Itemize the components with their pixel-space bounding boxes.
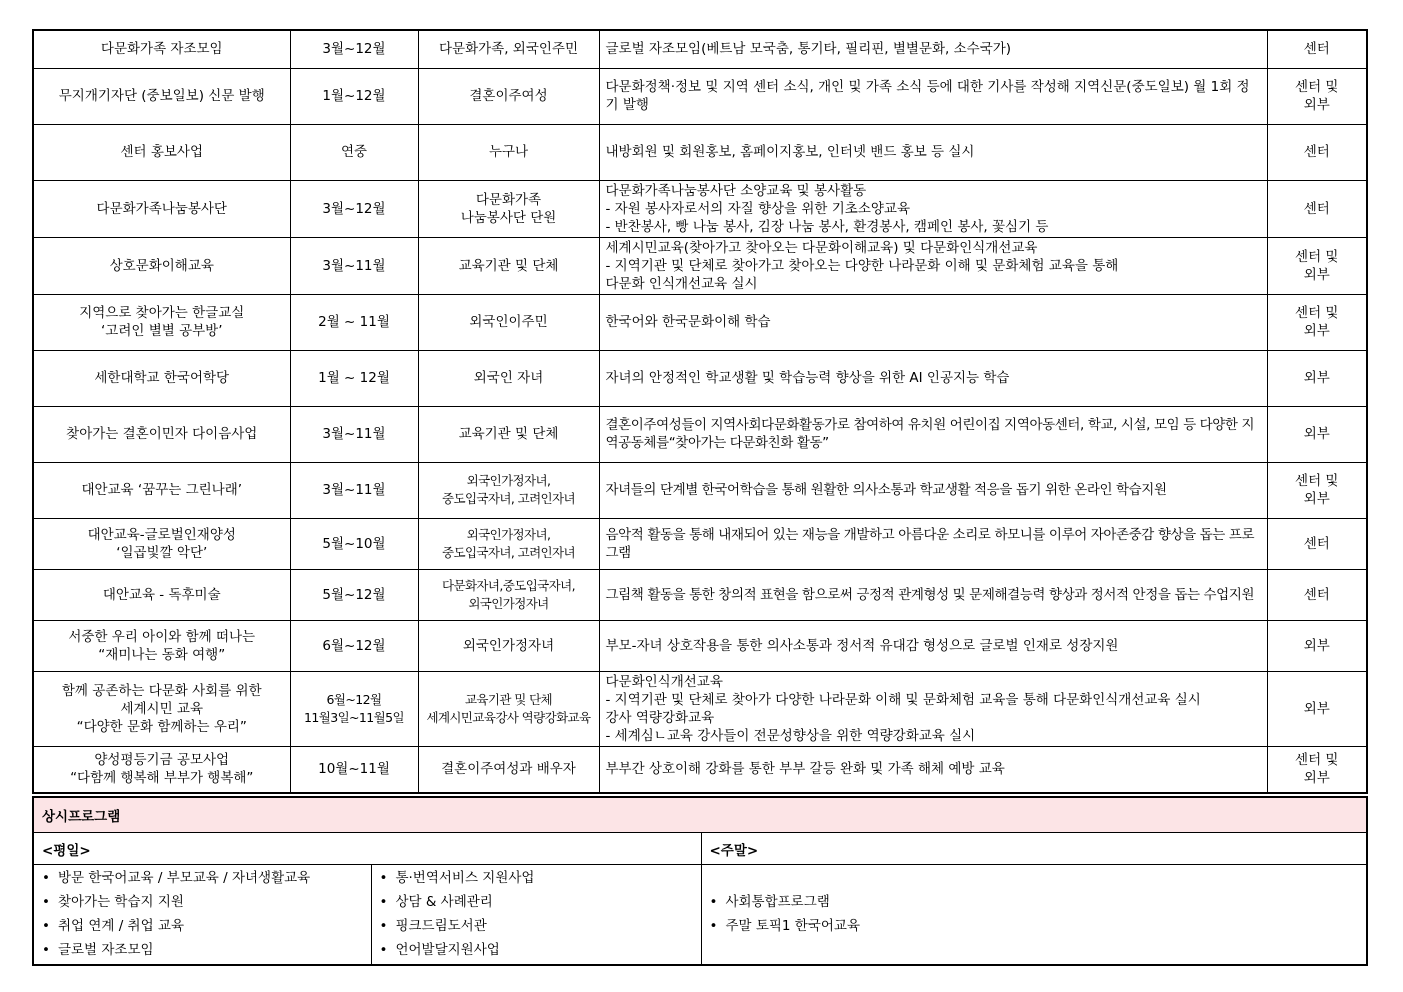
program-target: 교육기관 및 단체 — [418, 406, 599, 462]
program-target: 결혼이주여성과 배우자 — [418, 746, 599, 793]
program-place: 센터 및 외부 — [1267, 294, 1367, 350]
weekday-program-item: • 글로벌 자조모임 — [42, 938, 363, 962]
program-content: 다문화가족나눔봉사단 소양교육 및 봉사활동 - 자원 봉사자로서의 자질 향상을 위한 기초소양교육 - 반찬봉사, 빵 나눔 봉사, 김장 나눔 봉사, 환경봉사, 캠페인 봉사, 꽃심기 등 — [599, 180, 1267, 237]
program-row — [33, 671, 1367, 746]
program-place: 외부 — [1267, 406, 1367, 462]
program-name: 대안교육 - 독후미술 — [33, 569, 290, 620]
program-period: 1월~12월 — [290, 68, 418, 124]
program-place: 외부 — [1267, 620, 1367, 671]
program-content: 글로벌 자조모임(베트남 모국춤, 통기타, 필리핀, 별별문화, 소수국가) — [599, 30, 1267, 68]
program-period: 6월~12월 11월3일~11월5일 — [290, 671, 418, 746]
program-content: 한국어와 한국문화이해 학습 — [599, 294, 1267, 350]
program-content: 부부간 상호이해 강화를 통한 부부 갈등 완화 및 가족 해체 예방 교육 — [599, 746, 1267, 793]
program-row — [33, 30, 1367, 68]
program-name: 찾아가는 결혼이민자 다이음사업 — [33, 406, 290, 462]
program-content: 내방회원 및 회원홍보, 홈페이지홍보, 인터넷 밴드 홍보 등 실시 — [599, 124, 1267, 180]
program-row — [33, 406, 1367, 462]
program-name: 세한대학교 한국어학당 — [33, 350, 290, 406]
program-target: 결혼이주여성 — [418, 68, 599, 124]
program-name: 상호문화이해교육 — [33, 237, 290, 294]
program-place: 외부 — [1267, 671, 1367, 746]
program-period: 3월~12월 — [290, 30, 418, 68]
program-place: 센터 및 외부 — [1267, 237, 1367, 294]
program-row — [33, 518, 1367, 569]
program-place: 센터 및 외부 — [1267, 462, 1367, 518]
program-row — [33, 294, 1367, 350]
program-period: 6월~12월 — [290, 620, 418, 671]
weekday-program-item: • 통·번역서비스 지원사업 — [380, 866, 693, 890]
weekend-list — [701, 865, 1367, 965]
program-period: 3월~12월 — [290, 180, 418, 237]
program-name: 센터 홍보사업 — [33, 124, 290, 180]
program-target: 외국인이주민 — [418, 294, 599, 350]
program-place: 센터 — [1267, 124, 1367, 180]
weekday-label: <평일> — [33, 833, 701, 865]
program-period: 5월~10월 — [290, 518, 418, 569]
program-place: 센터 및 외부 — [1267, 68, 1367, 124]
weekday-program-item: • 언어발달지원사업 — [380, 938, 693, 962]
program-period: 3월~11월 — [290, 237, 418, 294]
program-place: 센터 — [1267, 180, 1367, 237]
weekend-program-item: • 사회통합프로그램 — [710, 890, 1359, 914]
program-period: 3월~11월 — [290, 406, 418, 462]
weekday-program-item: • 취업 연계 / 취업 교육 — [42, 914, 363, 938]
program-period: 10월~11월 — [290, 746, 418, 793]
program-name: 양성평등기금 공모사업 “다함께 행복해 부부가 행복해” — [33, 746, 290, 793]
weekday-list-2 — [371, 865, 701, 965]
program-target: 교육기관 및 단체 세계시민교육강사 역량강화교육 — [418, 671, 599, 746]
program-name: 대안교육 ‘꿈꾸는 그린나래’ — [33, 462, 290, 518]
program-name: 무지개기자단 (중보일보) 신문 발행 — [33, 68, 290, 124]
program-period: 1월 ~ 12월 — [290, 350, 418, 406]
program-target: 교육기관 및 단체 — [418, 237, 599, 294]
program-content: 다문화정책·정보 및 지역 센터 소식, 개인 및 가족 소식 등에 대한 기사를 작성해 지역신문(중도일보) 월 1회 정기 발행 — [599, 68, 1267, 124]
program-row — [33, 237, 1367, 294]
program-row — [33, 620, 1367, 671]
program-name: 함께 공존하는 다문화 사회를 위한 세계시민 교육 “다양한 문화 함께하는 우리” — [33, 671, 290, 746]
weekend-program-item: • 주말 토픽1 한국어교육 — [710, 914, 1359, 938]
program-period: 연중 — [290, 124, 418, 180]
program-content: 그림책 활동을 통한 창의적 표현을 함으로써 긍정적 관계형성 및 문제해결능력 향상과 정서적 안정을 돕는 수업지원 — [599, 569, 1267, 620]
program-place: 센터 — [1267, 518, 1367, 569]
program-target: 외국인 자녀 — [418, 350, 599, 406]
regular-program-table — [32, 796, 1368, 966]
program-row — [33, 350, 1367, 406]
program-row — [33, 124, 1367, 180]
program-target: 외국인가정자녀, 중도입국자녀, 고려인자녀 — [418, 518, 599, 569]
program-content: 자녀들의 단계별 한국어학습을 통해 원활한 의사소통과 학교생활 적응을 돕기 위한 온라인 학습지원 — [599, 462, 1267, 518]
program-name: 대안교육-글로벌인재양성 ‘일곱빛깔 악단’ — [33, 518, 290, 569]
program-target: 다문화자녀,중도입국자녀, 외국인가정자녀 — [418, 569, 599, 620]
program-name: 다문화가족나눔봉사단 — [33, 180, 290, 237]
program-content: 자녀의 안정적인 학교생활 및 학습능력 향상을 위한 AI 인공지능 학습 — [599, 350, 1267, 406]
program-place: 센터 — [1267, 30, 1367, 68]
program-row — [33, 746, 1367, 793]
program-target: 외국인가정자녀 — [418, 620, 599, 671]
weekday-program-item: • 상담 & 사례관리 — [380, 890, 693, 914]
weekday-program-item: • 핑크드림도서관 — [380, 914, 693, 938]
program-table — [32, 29, 1368, 794]
program-row — [33, 68, 1367, 124]
program-target: 다문화가족 나눔봉사단 단원 — [418, 180, 599, 237]
program-place: 센터 — [1267, 569, 1367, 620]
program-content: 음악적 활동을 통해 내재되어 있는 재능을 개발하고 아름다운 소리로 하모니를 이루어 자아존중감 향상을 돕는 프로그램 — [599, 518, 1267, 569]
program-row — [33, 569, 1367, 620]
program-name: 서중한 우리 아이와 함께 떠나는 “재미나는 동화 여행” — [33, 620, 290, 671]
program-period: 5월~12월 — [290, 569, 418, 620]
weekday-program-item: • 찾아가는 학습지 지원 — [42, 890, 363, 914]
weekend-label: <주말> — [701, 833, 1367, 865]
program-row — [33, 180, 1367, 237]
program-period: 2월 ~ 11월 — [290, 294, 418, 350]
program-row — [33, 462, 1367, 518]
program-name: 다문화가족 자조모임 — [33, 30, 290, 68]
program-content: 세계시민교육(찾아가고 찾아오는 다문화이해교육) 및 다문화인식개선교육 - 지역기관 및 단체로 찾아가고 찾아오는 다양한 나라문화 이해 및 문화체험 교육을 통해 다문화 인식개선교육 실시 — [599, 237, 1267, 294]
program-target: 외국인가정자녀, 중도입국자녀, 고려인자녀 — [418, 462, 599, 518]
program-target: 누구나 — [418, 124, 599, 180]
program-place: 외부 — [1267, 350, 1367, 406]
program-content: 다문화인식개선교육 - 지역기관 및 단체로 찾아가 다양한 나라문화 이해 및 문화체험 교육을 통해 다문화인식개선교육 실시 강사 역량강화교육 - 세계심ㄴ교육 강사들이 전문성향상을 위한 역량강화교육 실시 — [599, 671, 1267, 746]
program-place: 센터 및 외부 — [1267, 746, 1367, 793]
regular-program-title: 상시프로그램 — [33, 797, 1367, 833]
program-period: 3월~11월 — [290, 462, 418, 518]
program-content: 부모-자녀 상호작용을 통한 의사소통과 정서적 유대감 형성으로 글로벌 인재로 성장지원 — [599, 620, 1267, 671]
program-table-body — [33, 30, 1367, 793]
weekday-program-item: • 방문 한국어교육 / 부모교육 / 자녀생활교육 — [42, 866, 363, 890]
program-content: 결혼이주여성들이 지역사회다문화활동가로 참여하여 유치원 어린이집 지역아동센터, 학교, 시설, 모임 등 다양한 지역공동체를“찾아가는 다문화친화 활동” — [599, 406, 1267, 462]
program-name: 지역으로 찾아가는 한글교실 ‘고려인 별별 공부방’ — [33, 294, 290, 350]
weekday-list-1 — [33, 865, 371, 965]
program-target: 다문화가족, 외국인주민 — [418, 30, 599, 68]
